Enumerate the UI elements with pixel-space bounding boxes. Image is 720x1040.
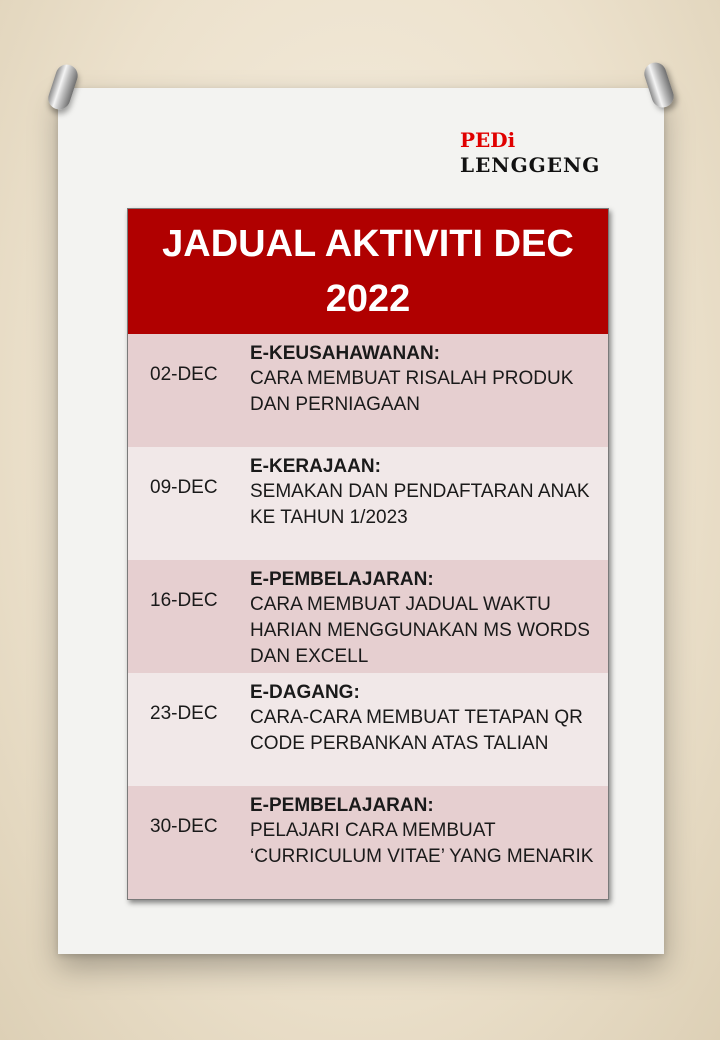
row-category: E-KEUSAHAWANAN: (250, 343, 440, 364)
row-description: SEMAKAN DAN PENDAFTARAN ANAK KE TAHUN 1/2023 (250, 481, 590, 528)
row-description: CARA-CARA MEMBUAT TETAPAN QR CODE PERBANKAN ATAS TALIAN (250, 707, 583, 754)
schedule-row (128, 673, 608, 786)
brand-line2: LENGGENG (460, 153, 601, 177)
row-description: CARA MEMBUAT RISALAH PRODUK DAN PERNIAGAAN (250, 368, 574, 415)
brand-line1: PEDi (460, 128, 516, 152)
row-category: E-KERAJAAN: (250, 456, 381, 477)
row-date: 30-DEC (150, 816, 218, 837)
row-date: 23-DEC (150, 703, 218, 724)
row-date: 09-DEC (150, 477, 218, 498)
schedule-row (128, 786, 608, 899)
schedule-title: JADUAL AKTIVITI DEC 2022 (128, 209, 608, 334)
row-description: CARA MEMBUAT JADUAL WAKTU HARIAN MENGGUNAKAN MS WORDS DAN EXCELL (250, 594, 590, 667)
schedule-table (127, 208, 609, 900)
schedule-row (128, 560, 608, 673)
row-description: PELAJARI CARA MEMBUAT ‘CURRICULUM VITAE’ YANG MENARIK (250, 820, 594, 867)
row-category: E-PEMBELAJARAN: (250, 569, 434, 590)
row-category: E-DAGANG: (250, 682, 360, 703)
row-date: 02-DEC (150, 364, 218, 385)
row-date: 16-DEC (150, 590, 218, 611)
brand-logo (460, 128, 600, 178)
schedule-row (128, 447, 608, 560)
schedule-row (128, 334, 608, 447)
row-category: E-PEMBELAJARAN: (250, 795, 434, 816)
